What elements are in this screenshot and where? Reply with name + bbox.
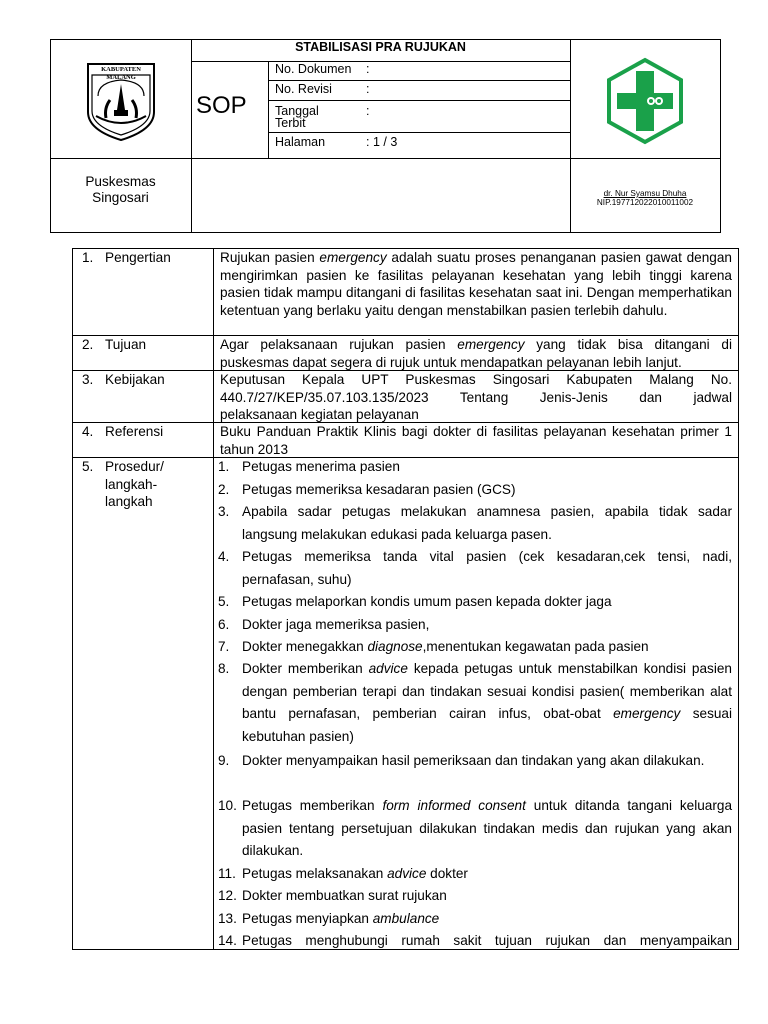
section-number: 4. xyxy=(82,424,94,439)
step-10: 10. Petugas memberikan form informed consent untuk ditanda tangani keluarga pasien tentang persetujuan dilakukan tindakan medis dan rujukan yang akan dilakukan. xyxy=(218,798,732,858)
section-prosedur xyxy=(82,458,210,509)
step-2: 2. Petugas memeriksa kesadaran pasien (GCS) xyxy=(218,482,516,497)
sop-label: SOP xyxy=(196,92,247,119)
field-no-dokumen-value: : xyxy=(366,62,370,76)
step-14: 14. Petugas menghubungi rumah sakit tujuan rujukan dan menyampaikan xyxy=(218,933,732,948)
org-name xyxy=(50,174,191,206)
field-tanggal-label: Tanggal xyxy=(275,104,319,118)
pengertian-text: Rujukan pasien emergency adalah suatu proses penanganan pasien gawat dengan mengirimkan pasien ke fasilitas pelayanan kesehatan yang lebih tinggi karena pasien tidak mampu ditangani di fasilitas kesehatan saat ini. Dengan memperhatikan ketentuan yang berlaku yaitu dengan menstabilkan pasien terlebih dahulu. xyxy=(220,250,732,318)
field-terbit-label: Terbit xyxy=(275,116,306,130)
section-referensi xyxy=(82,423,210,441)
tujuan-text: Agar pelaksanaan rujukan pasien emergency yang tidak bisa ditangani di puskesmas dapat segera di rujuk untuk mendapatkan pelayanan lebih lanjut. xyxy=(220,337,732,370)
signer-nip: NIP.197712022010011002 xyxy=(596,198,694,207)
signer-name: dr. Nur Syamsu Dhuha xyxy=(603,189,687,198)
step-11: 11. Petugas melaksanakan advice dokter xyxy=(218,866,468,881)
step-8: 8. Dokter memberikan advice kepada petugas untuk menstabilkan kondisi pasien dengan pemberian terapi dan tindakan sesuai kondisi pasien( memberikan alat bantu pernafasan, pemberian cairan infus, obat-obat emergency sesuai kebutuhan pasien) xyxy=(218,661,733,744)
document-title: STABILISASI PRA RUJUKAN xyxy=(295,40,466,54)
field-halaman-label: Halaman xyxy=(275,135,326,149)
field-halaman-value: : 1 / 3 xyxy=(366,135,398,149)
step-13: 13. Petugas menyiapkan ambulance xyxy=(218,911,440,926)
step-7: 7. Dokter menegakkan diagnose,menentukan kegawatan pada pasien xyxy=(218,639,649,654)
section-label: Referensi xyxy=(105,424,164,439)
field-tanggal-value: : xyxy=(366,104,370,118)
step-12: 12. Dokter membuatkan surat rujukan xyxy=(218,888,447,903)
referensi-text: Buku Panduan Praktik Klinis bagi dokter di fasilitas pelayanan kesehatan primer 1 tahun 2013 xyxy=(220,424,732,457)
section-label: Tujuan xyxy=(105,337,147,352)
section-number: 2. xyxy=(82,337,94,352)
field-no-revisi-label: No. Revisi xyxy=(275,82,332,96)
org-name-line2: Singosari xyxy=(92,190,149,205)
section-number: 5. xyxy=(82,459,94,474)
field-no-dokumen-label: No. Dokumen xyxy=(275,62,352,76)
logo-caption: KABUPATEN MALANG xyxy=(101,66,141,81)
step-5: 5. Petugas melaporkan kondis umum pasen kepada dokter jaga xyxy=(218,594,612,609)
section-kebijakan xyxy=(82,371,210,389)
org-name-line1: Puskesmas xyxy=(85,174,156,189)
step-3: 3. Apabila sadar petugas melakukan anamnesa pasien, apabila tidak sadar langsung melakukan edukasi pada keluarga pasen. xyxy=(218,504,732,542)
step-6: 6. Dokter jaga memeriksa pasien, xyxy=(218,617,430,632)
section-label: Prosedur/ langkah-langkah xyxy=(105,459,164,509)
section-tujuan xyxy=(82,336,210,354)
field-no-revisi-value: : xyxy=(366,82,370,96)
section-pengertian xyxy=(82,249,210,267)
section-label: Kebijakan xyxy=(105,372,165,387)
puskesmas-logo xyxy=(605,57,685,145)
step-4: 4. Petugas memeriksa tanda vital pasien (cek kesadaran,cek tensi, nadi, pernafasan, suhu) xyxy=(218,549,732,587)
kebijakan-text: Keputusan Kepala UPT Puskesmas Singosari Kabupaten Malang No. 440.7/27/KEP/35.07.103.135/2023 Tentang Jenis-Jenis dan jadwal pelaksanaan kegiatan pelayanan xyxy=(220,372,732,422)
section-number: 3. xyxy=(82,372,94,387)
section-label: Pengertian xyxy=(105,250,171,265)
step-9: 9. Dokter menyampaikan hasil pemeriksaan dan tindakan yang akan dilakukan. xyxy=(218,753,705,768)
step-1: 1. Petugas menerima pasien xyxy=(218,459,400,474)
section-number: 1. xyxy=(82,250,94,265)
